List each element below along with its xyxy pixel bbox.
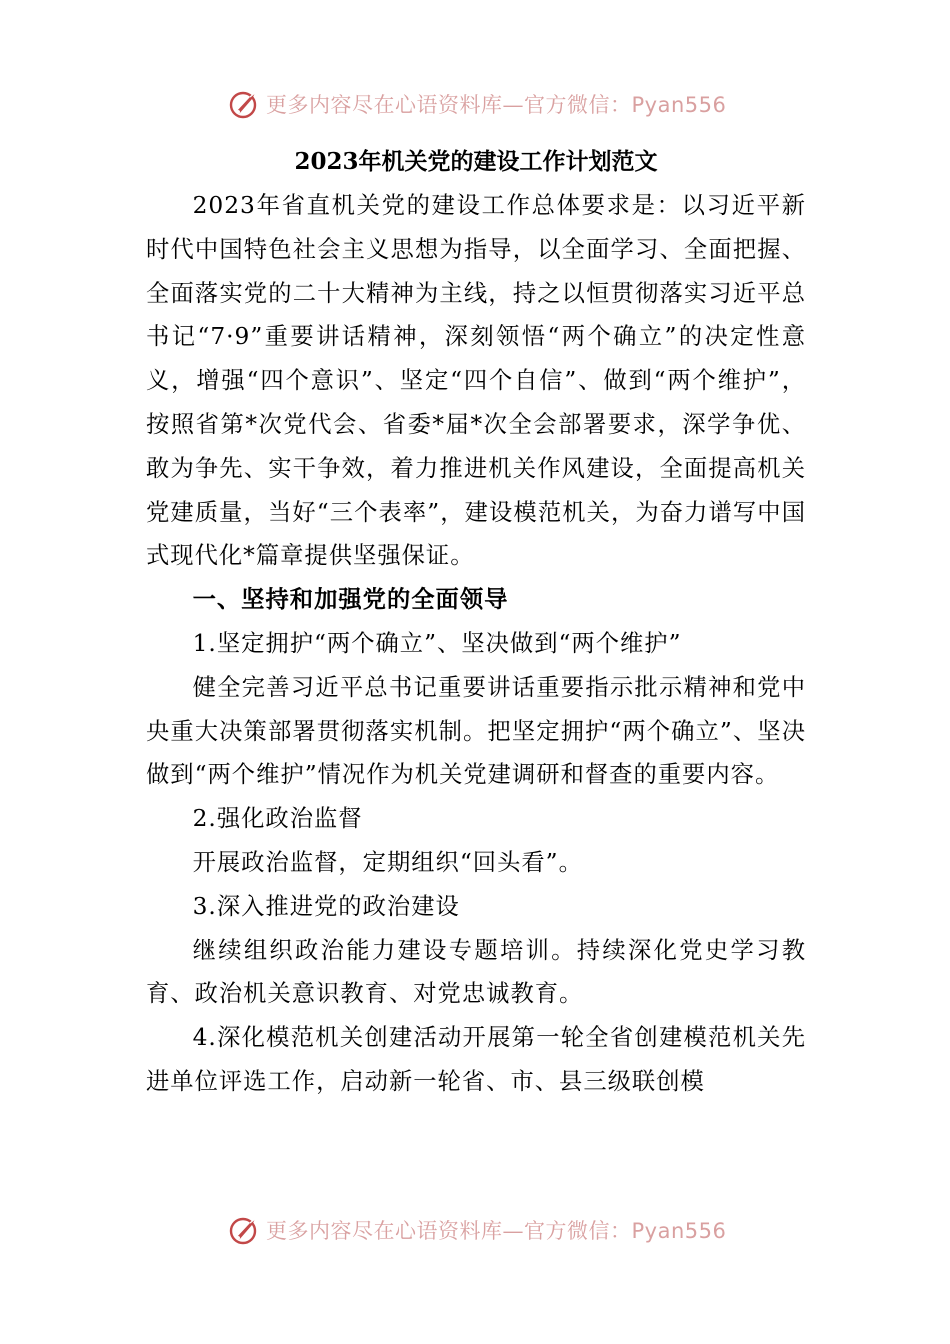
subheading-1: 1.坚定拥护“两个确立”、坚决做到“两个维护” bbox=[192, 629, 682, 657]
watermark-text: 更多内容尽在心语资料库—官方微信：Pyan556 bbox=[266, 1219, 727, 1243]
header-watermark-banner bbox=[228, 84, 748, 124]
document-body bbox=[146, 140, 806, 1104]
body-paragraph-2: 开展政治监督，定期组织“回头看”。 bbox=[192, 848, 583, 876]
watermark-text: 更多内容尽在心语资料库—官方微信：Pyan556 bbox=[266, 93, 727, 117]
subheading-3: 3.深入推进党的政治建设 bbox=[192, 892, 460, 920]
body-paragraph-1: 健全完善习近平总书记重要讲话重要指示批示精神和党中央重大决策部署贯彻落实机制。把坚定拥护“两个确立”、坚决做到“两个维护”情况作为机关党建调研和督查的重要内容。 bbox=[146, 673, 806, 789]
body-paragraph-3: 继续组织政治能力建设专题培训。持续深化党史学习教育、政治机关意识教育、对党忠诚教育。 bbox=[146, 936, 806, 1008]
intro-paragraph: 2023年省直机关党的建设工作总体要求是：以习近平新时代中国特色社会主义思想为指导，以全面学习、全面把握、全面落实党的二十大精神为主线，持之以恒贯彻落实习近平总书记“7·9”重要讲话精神，深刻领悟“两个确立”的决定性意义，增强“四个意识”、坚定“四个自信”、做到“两个维护”，按照省第*次党代会、省委*届*次全会部署要求，深学争优、敢为争先、实干争效，着力推进机关作风建设，全面提高机关党建质量，当好“三个表率”，建设模范机关，为奋力谱写中国式现代化*篇章提供坚强保证。 bbox=[146, 192, 806, 570]
pen-nib-logo-icon bbox=[228, 1213, 262, 1247]
footer-watermark-banner bbox=[228, 1210, 748, 1250]
subheading-2: 2.强化政治监督 bbox=[192, 805, 363, 833]
pen-nib-logo-icon bbox=[228, 87, 262, 121]
section-heading-1: 一、坚持和加强党的全面领导 bbox=[192, 586, 509, 614]
document-title: 2023年机关党的建设工作计划范文 bbox=[294, 148, 658, 175]
subheading-4: 4.深化模范机关创建活动开展第一轮全省创建模范机关先进单位评选工作，启动新一轮省、市、县三级联创模 bbox=[146, 1024, 806, 1095]
